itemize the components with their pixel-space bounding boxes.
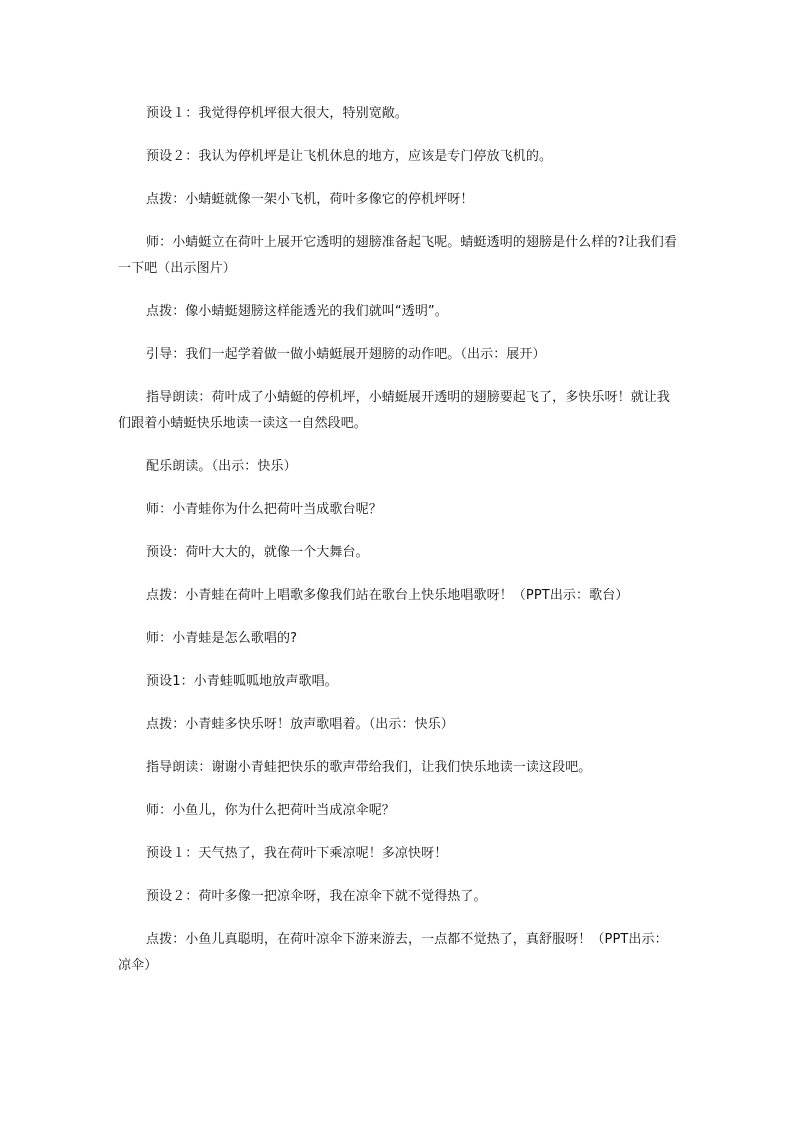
paragraph-6: 引导：我们一起学着做一做小蜻蜓展开翅膀的动作吧。（出示：展开） [146, 347, 546, 362]
paragraph-8: 配乐朗读。（出示：快乐） [146, 459, 297, 474]
paragraph-1: 预设１：我觉得停机坪很大很大，特别宽敞。 [146, 106, 409, 121]
document-body [118, 101, 678, 996]
paragraph-18: 预设２：荷叶多像一把凉伞呀，我在凉伞下就不觉得热了。 [146, 889, 487, 904]
paragraph-9: 师：小青蛙你为什么把荷叶当成歌台呢？ [146, 502, 382, 517]
paragraph-4: 师：小蜻蜓立在荷叶上展开它透明的翅膀准备起飞呢。蜻蜓透明的翅膀是什么样的?让我们看一下吧（出示图片） [118, 235, 678, 276]
paragraph-2: 预设２：我认为停机坪是让飞机休息的地方，应该是专门停放飞机的。 [146, 149, 553, 164]
paragraph-15: 指导朗读：谢谢小青蛙把快乐的歌声带给我们，让我们快乐地读一读这段吧。 [146, 760, 592, 775]
paragraph-11: 点拨：小青蛙在荷叶上唱歌多像我们站在歌台上快乐地唱歌呀！（PPT出示：歌台） [146, 588, 629, 603]
paragraph-12: 师：小青蛙是怎么歌唱的? [146, 631, 298, 646]
paragraph-19: 点拨：小鱼儿真聪明，在荷叶凉伞下游来游去，一点都不觉热了，真舒服呀！（PPT出示：凉伞） [118, 932, 668, 973]
paragraph-14: 点拨：小青蛙多快乐呀！放声歌唱着。（出示：快乐） [146, 717, 454, 732]
paragraph-3: 点拨：小蜻蜓就像一架小飞机，荷叶多像它的停机坪呀！ [146, 192, 474, 207]
paragraph-16: 师：小鱼儿，你为什么把荷叶当成凉伞呢？ [146, 803, 395, 818]
paragraph-17: 预设１：天气热了，我在荷叶下乘凉呢！多凉快呀！ [146, 846, 448, 861]
paragraph-5: 点拨：像小蜻蜓翅膀这样能透光的我们就叫“透明”。 [146, 304, 448, 319]
paragraph-13: 预设1：小青蛙呱呱地放声歌唱。 [146, 674, 338, 689]
paragraph-7: 指导朗读：荷叶成了小蜻蜓的停机坪，小蜻蜓展开透明的翅膀要起飞了，多快乐呀！就让我们跟着小蜻蜓快乐地读一读这一自然段吧。 [118, 390, 671, 431]
paragraph-10: 预设：荷叶大大的，就像一个大舞台。 [146, 545, 369, 560]
